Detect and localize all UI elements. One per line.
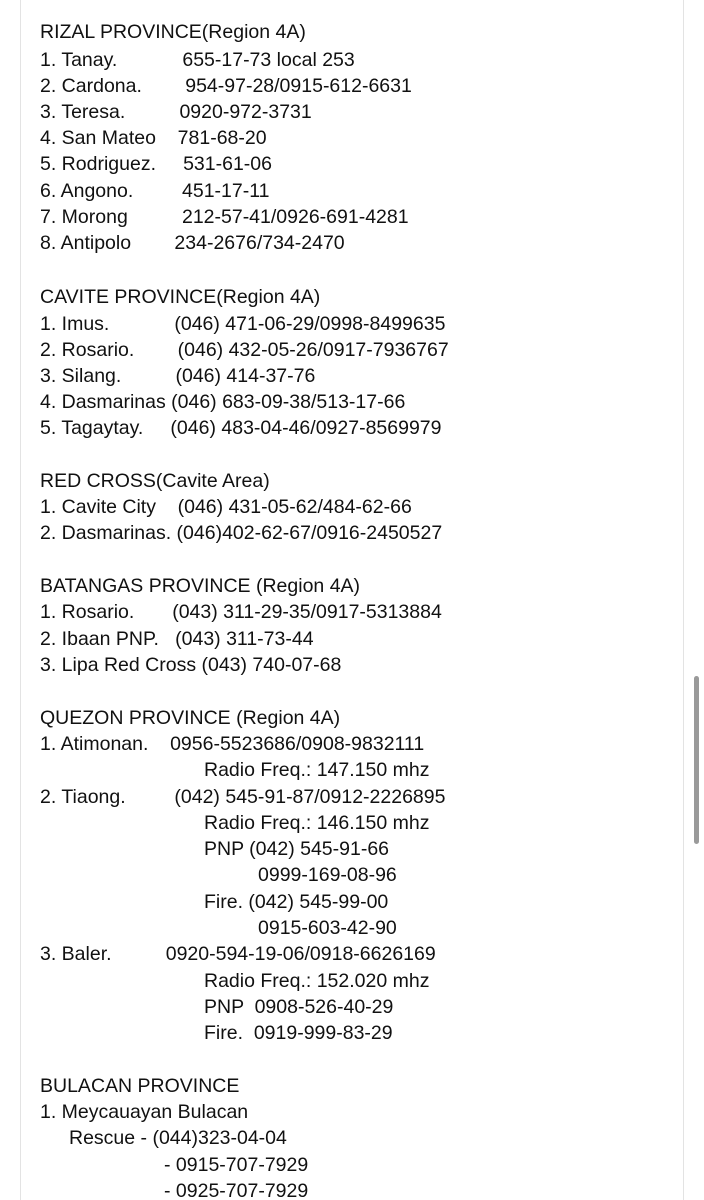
entry-line: 3. Teresa. 0920-972-3731 <box>40 101 312 123</box>
entry-detail-line: Fire. (042) 545-99-00 <box>204 891 389 913</box>
entry-line: 1. Atimonan. 0956-5523686/0908-9832111 <box>40 733 425 755</box>
entry-detail-line: 0915-603-42-90 <box>258 917 397 939</box>
entry-line: 2. Rosario. (046) 432-05-26/0917-7936767 <box>40 339 449 361</box>
section-heading-batangas: BATANGAS PROVINCE (Region 4A) <box>40 575 361 597</box>
entry-line: 5. Rodriguez. 531-61-06 <box>40 153 272 175</box>
scrollbar-thumb[interactable] <box>694 676 699 844</box>
section-heading-red-cross: RED CROSS(Cavite Area) <box>40 470 270 492</box>
entry-line: 1. Cavite City (046) 431-05-62/484-62-66 <box>40 496 412 518</box>
entry-line: 1. Rosario. (043) 311-29-35/0917-5313884 <box>40 601 442 623</box>
entry-detail-line: 0999-169-08-96 <box>258 864 397 886</box>
entry-detail-line: - 0925-707-7929 <box>164 1180 309 1200</box>
entry-line: 7. Morong 212-57-41/0926-691-4281 <box>40 206 409 228</box>
entry-detail-line: PNP (042) 545-91-66 <box>204 838 390 860</box>
entry-line: 1. Meycauayan Bulacan <box>40 1101 249 1123</box>
entry-line: 3. Lipa Red Cross (043) 740-07-68 <box>40 654 342 676</box>
entry-line: 2. Cardona. 954-97-28/0915-612-6631 <box>40 75 412 97</box>
entry-detail-line: Fire. 0919-999-83-29 <box>204 1022 393 1044</box>
entry-detail-line: Radio Freq.: 152.020 mhz <box>204 970 430 992</box>
entry-detail-line: Radio Freq.: 146.150 mhz <box>204 812 430 834</box>
entry-line: 1. Tanay. 655-17-73 local 253 <box>40 49 355 71</box>
entry-line: 2. Ibaan PNP. (043) 311-73-44 <box>40 628 314 650</box>
section-heading-bulacan: BULACAN PROVINCE <box>40 1075 240 1097</box>
entry-detail-line: Radio Freq.: 147.150 mhz <box>204 759 430 781</box>
entry-line: 3. Baler. 0920-594-19-06/0918-6626169 <box>40 943 436 965</box>
entry-line: 4. San Mateo 781-68-20 <box>40 127 267 149</box>
section-heading-quezon: QUEZON PROVINCE (Region 4A) <box>40 707 341 729</box>
entry-line: 8. Antipolo 234-2676/734-2470 <box>40 232 345 254</box>
section-heading-rizal: RIZAL PROVINCE(Region 4A) <box>40 21 306 43</box>
entry-detail-line: Rescue - (044)323-04-04 <box>69 1127 287 1149</box>
entry-line: 1. Imus. (046) 471-06-29/0998-8499635 <box>40 313 446 335</box>
entry-line: 6. Angono. 451-17-11 <box>40 180 270 202</box>
entry-line: 2. Tiaong. (042) 545-91-87/0912-2226895 <box>40 786 446 808</box>
section-heading-cavite: CAVITE PROVINCE(Region 4A) <box>40 286 321 308</box>
entry-detail-line: - 0915-707-7929 <box>164 1154 309 1176</box>
vertical-scrollbar[interactable] <box>690 0 700 1200</box>
entry-line: 4. Dasmarinas (046) 683-09-38/513-17-66 <box>40 391 406 413</box>
entry-line: 3. Silang. (046) 414-37-76 <box>40 365 316 387</box>
entry-line: 2. Dasmarinas. (046)402-62-67/0916-2450527 <box>40 522 443 544</box>
right-margin-rule <box>683 0 684 1200</box>
entry-detail-line: PNP 0908-526-40-29 <box>204 996 394 1018</box>
entry-line: 5. Tagaytay. (046) 483-04-46/0927-8569979 <box>40 417 442 439</box>
